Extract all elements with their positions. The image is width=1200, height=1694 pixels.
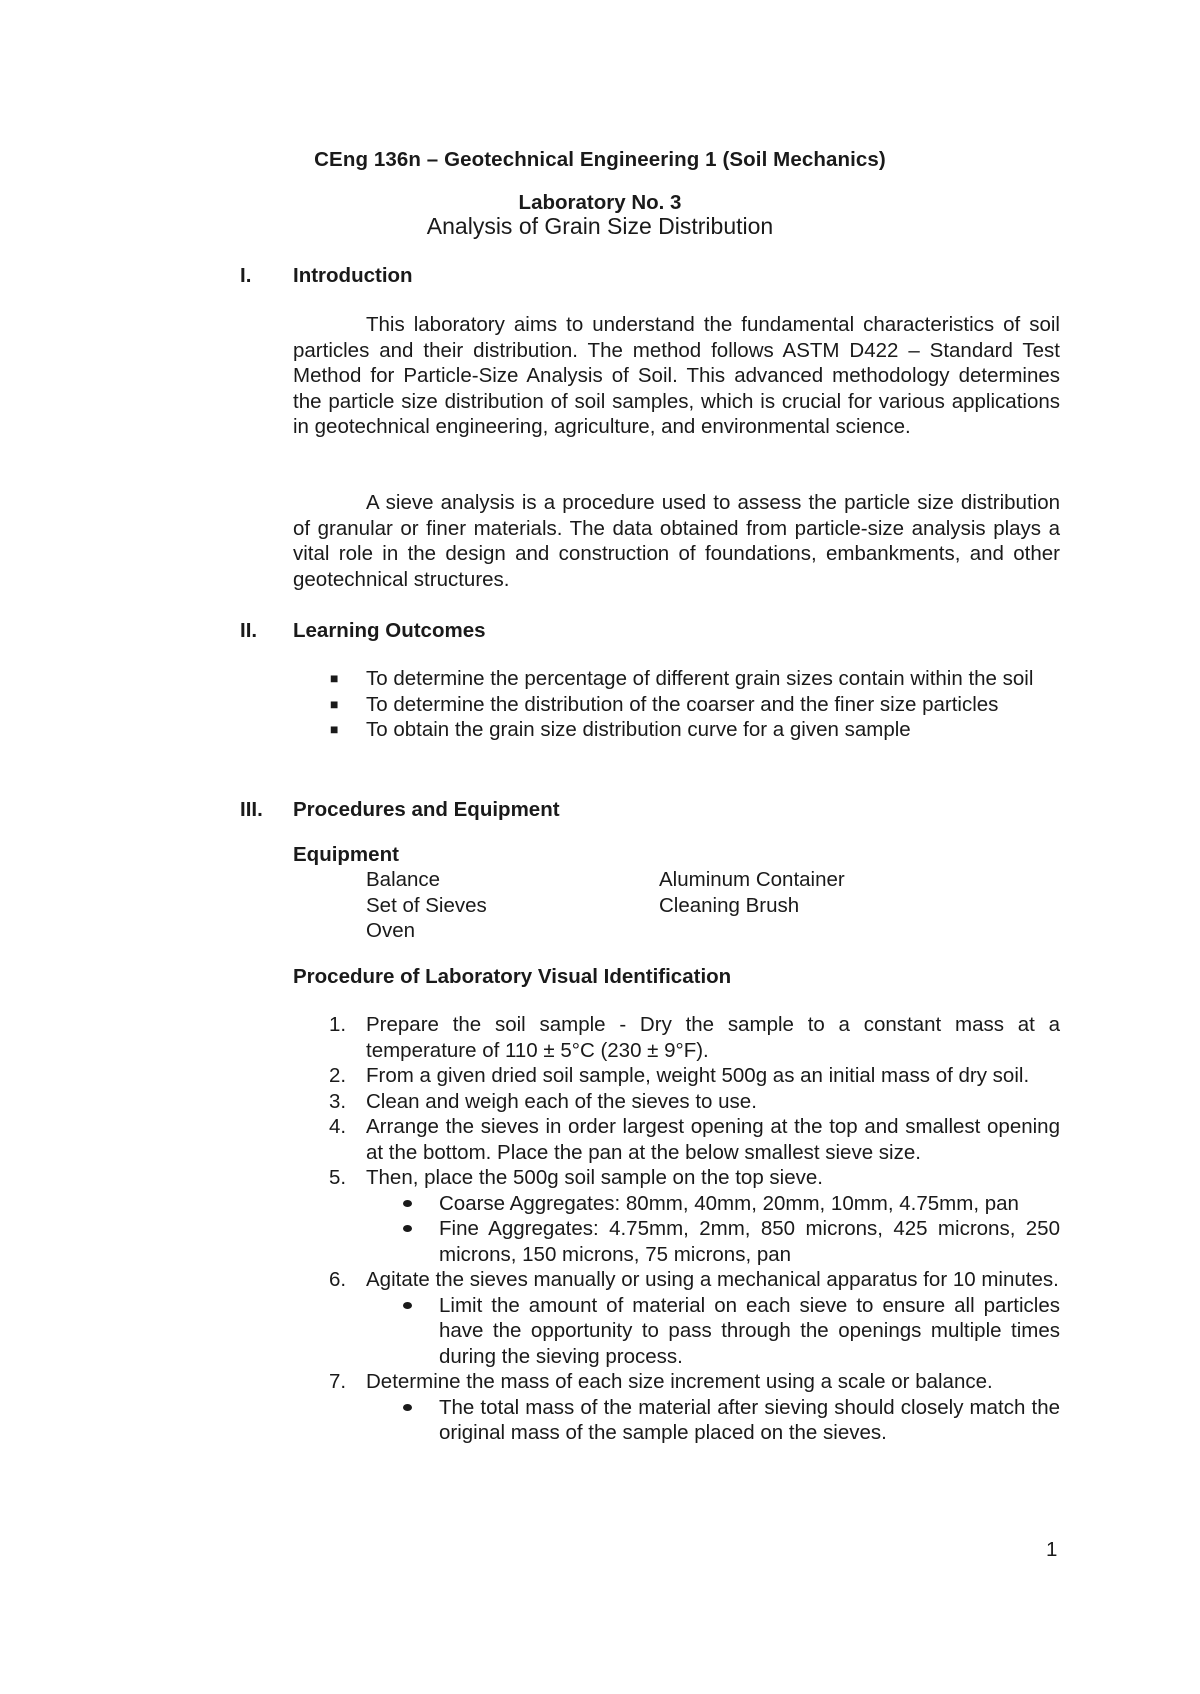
list-item-text: To obtain the grain size distribution curve for a given sample [366,718,911,741]
round-bullet-icon [403,1302,412,1309]
list-item [293,692,1060,718]
step-number: 3. [329,1089,347,1113]
sub-item [366,1191,1060,1217]
list-item [293,666,1060,692]
intro-paragraph-1: This laboratory aims to understand the fundamental characteristics of soil particles and their distribution. The method follows ASTM D422 – Standard Test Method for Particle-Size Analysis of Soil. This advanced methodology determines the particle size distribution of soil samples, which is crucial for various applications in geotechnical engineering, agriculture, and environmental science. [293,313,1060,438]
step-text: Determine the mass of each size increment using a scale or balance. [366,1370,993,1393]
step-number: 6. [329,1268,347,1291]
equipment-row [366,893,866,919]
sub-item-text: Coarse Aggregates: 80mm, 40mm, 20mm, 10mm, 4.75mm, pan [439,1191,1019,1215]
equipment-item: Set of Sieves [366,893,487,917]
list-item-text: To determine the distribution of the coarser and the finer size particles [366,692,999,716]
step-sub-list [366,1293,1060,1370]
step-number: 4. [329,1115,347,1138]
step-text: Prepare the soil sample - Dry the sample to a constant mass at a temperature of 110 ± 5°C (230 ± 9°F). [366,1013,1060,1062]
section-title: Learning Outcomes [293,619,486,642]
step-text: Then, place the 500g soil sample on the top sieve. [366,1166,823,1189]
square-bullet-icon: ■ [330,670,339,686]
equipment-heading: Equipment [293,843,399,866]
sub-item [366,1293,1060,1370]
section-number: II. [240,619,258,642]
square-bullet-icon: ■ [330,721,339,737]
step-text: Arrange the sieves in order largest opening at the top and smallest opening at the bottom. Place the pan at the below smallest sieve size. [366,1115,1060,1164]
procedure-heading: Procedure of Laboratory Visual Identification [293,965,732,988]
page-number: 1 [1046,1538,1058,1561]
round-bullet-icon [403,1200,412,1207]
round-bullet-icon [403,1225,412,1232]
sub-item-text: The total mass of the material after sieving should closely match the original mass of the sample placed on the sieves. [439,1395,1060,1444]
step-text: Agitate the sieves manually or using a mechanical apparatus for 10 minutes. [366,1268,1059,1291]
sub-item-text: Limit the amount of material on each sieve to ensure all particles have the opportunity to pass through the openings multiple times during the sieving process. [439,1293,1060,1368]
procedure-step [293,1165,1060,1267]
list-item-text: To determine the percentage of different grain sizes contain within the soil [366,667,1034,690]
equipment-item: Aluminum Container [659,868,845,891]
step-number: 7. [329,1370,347,1393]
step-text: Clean and weigh each of the sieves to use. [366,1089,757,1113]
section-title: Procedures and Equipment [293,798,560,821]
section-number: I. [240,264,252,287]
step-sub-list [366,1395,1060,1446]
course-title: CEng 136n – Geotechnical Engineering 1 (Soil Mechanics) [314,148,886,171]
procedure-step [293,1063,1060,1089]
sub-item [366,1395,1060,1446]
square-bullet-icon: ■ [330,695,339,712]
equipment-item: Cleaning Brush [659,893,800,917]
intro-paragraph-2: A sieve analysis is a procedure used to assess the particle size distribution of granular or finer materials. The data obtained from particle-size analysis plays a vital role in the design and construction of foundations, embankments, and other geotechnical structures. [293,491,1060,591]
equipment-item: Oven [366,919,415,942]
sub-item [366,1216,1060,1267]
step-number: 1. [329,1013,347,1036]
procedure-step [293,1089,1060,1115]
step-number: 2. [329,1064,347,1087]
list-item [293,717,1060,743]
lab-number: Laboratory No. 3 [518,191,682,214]
procedure-step [293,1369,1060,1446]
equipment-row [366,918,866,944]
outcomes-list [293,666,1060,743]
equipment-item: Balance [366,868,441,891]
equipment-list [366,867,866,944]
lab-title: Analysis of Grain Size Distribution [426,213,774,239]
procedure-steps [293,1012,1060,1446]
step-text: From a given dried soil sample, weight 500g as an initial mass of dry soil. [366,1064,1030,1087]
procedure-step [293,1012,1060,1063]
section-title: Introduction [293,264,413,287]
procedure-step [293,1114,1060,1165]
step-number: 5. [329,1166,347,1189]
equipment-row [366,867,866,893]
sub-item-text: Fine Aggregates: 4.75mm, 2mm, 850 microns, 425 microns, 250 microns, 150 microns, 75 microns, pan [439,1217,1060,1266]
round-bullet-icon [403,1404,412,1411]
section-number: III. [240,798,263,821]
step-sub-list [366,1191,1060,1268]
procedure-step [293,1267,1060,1369]
